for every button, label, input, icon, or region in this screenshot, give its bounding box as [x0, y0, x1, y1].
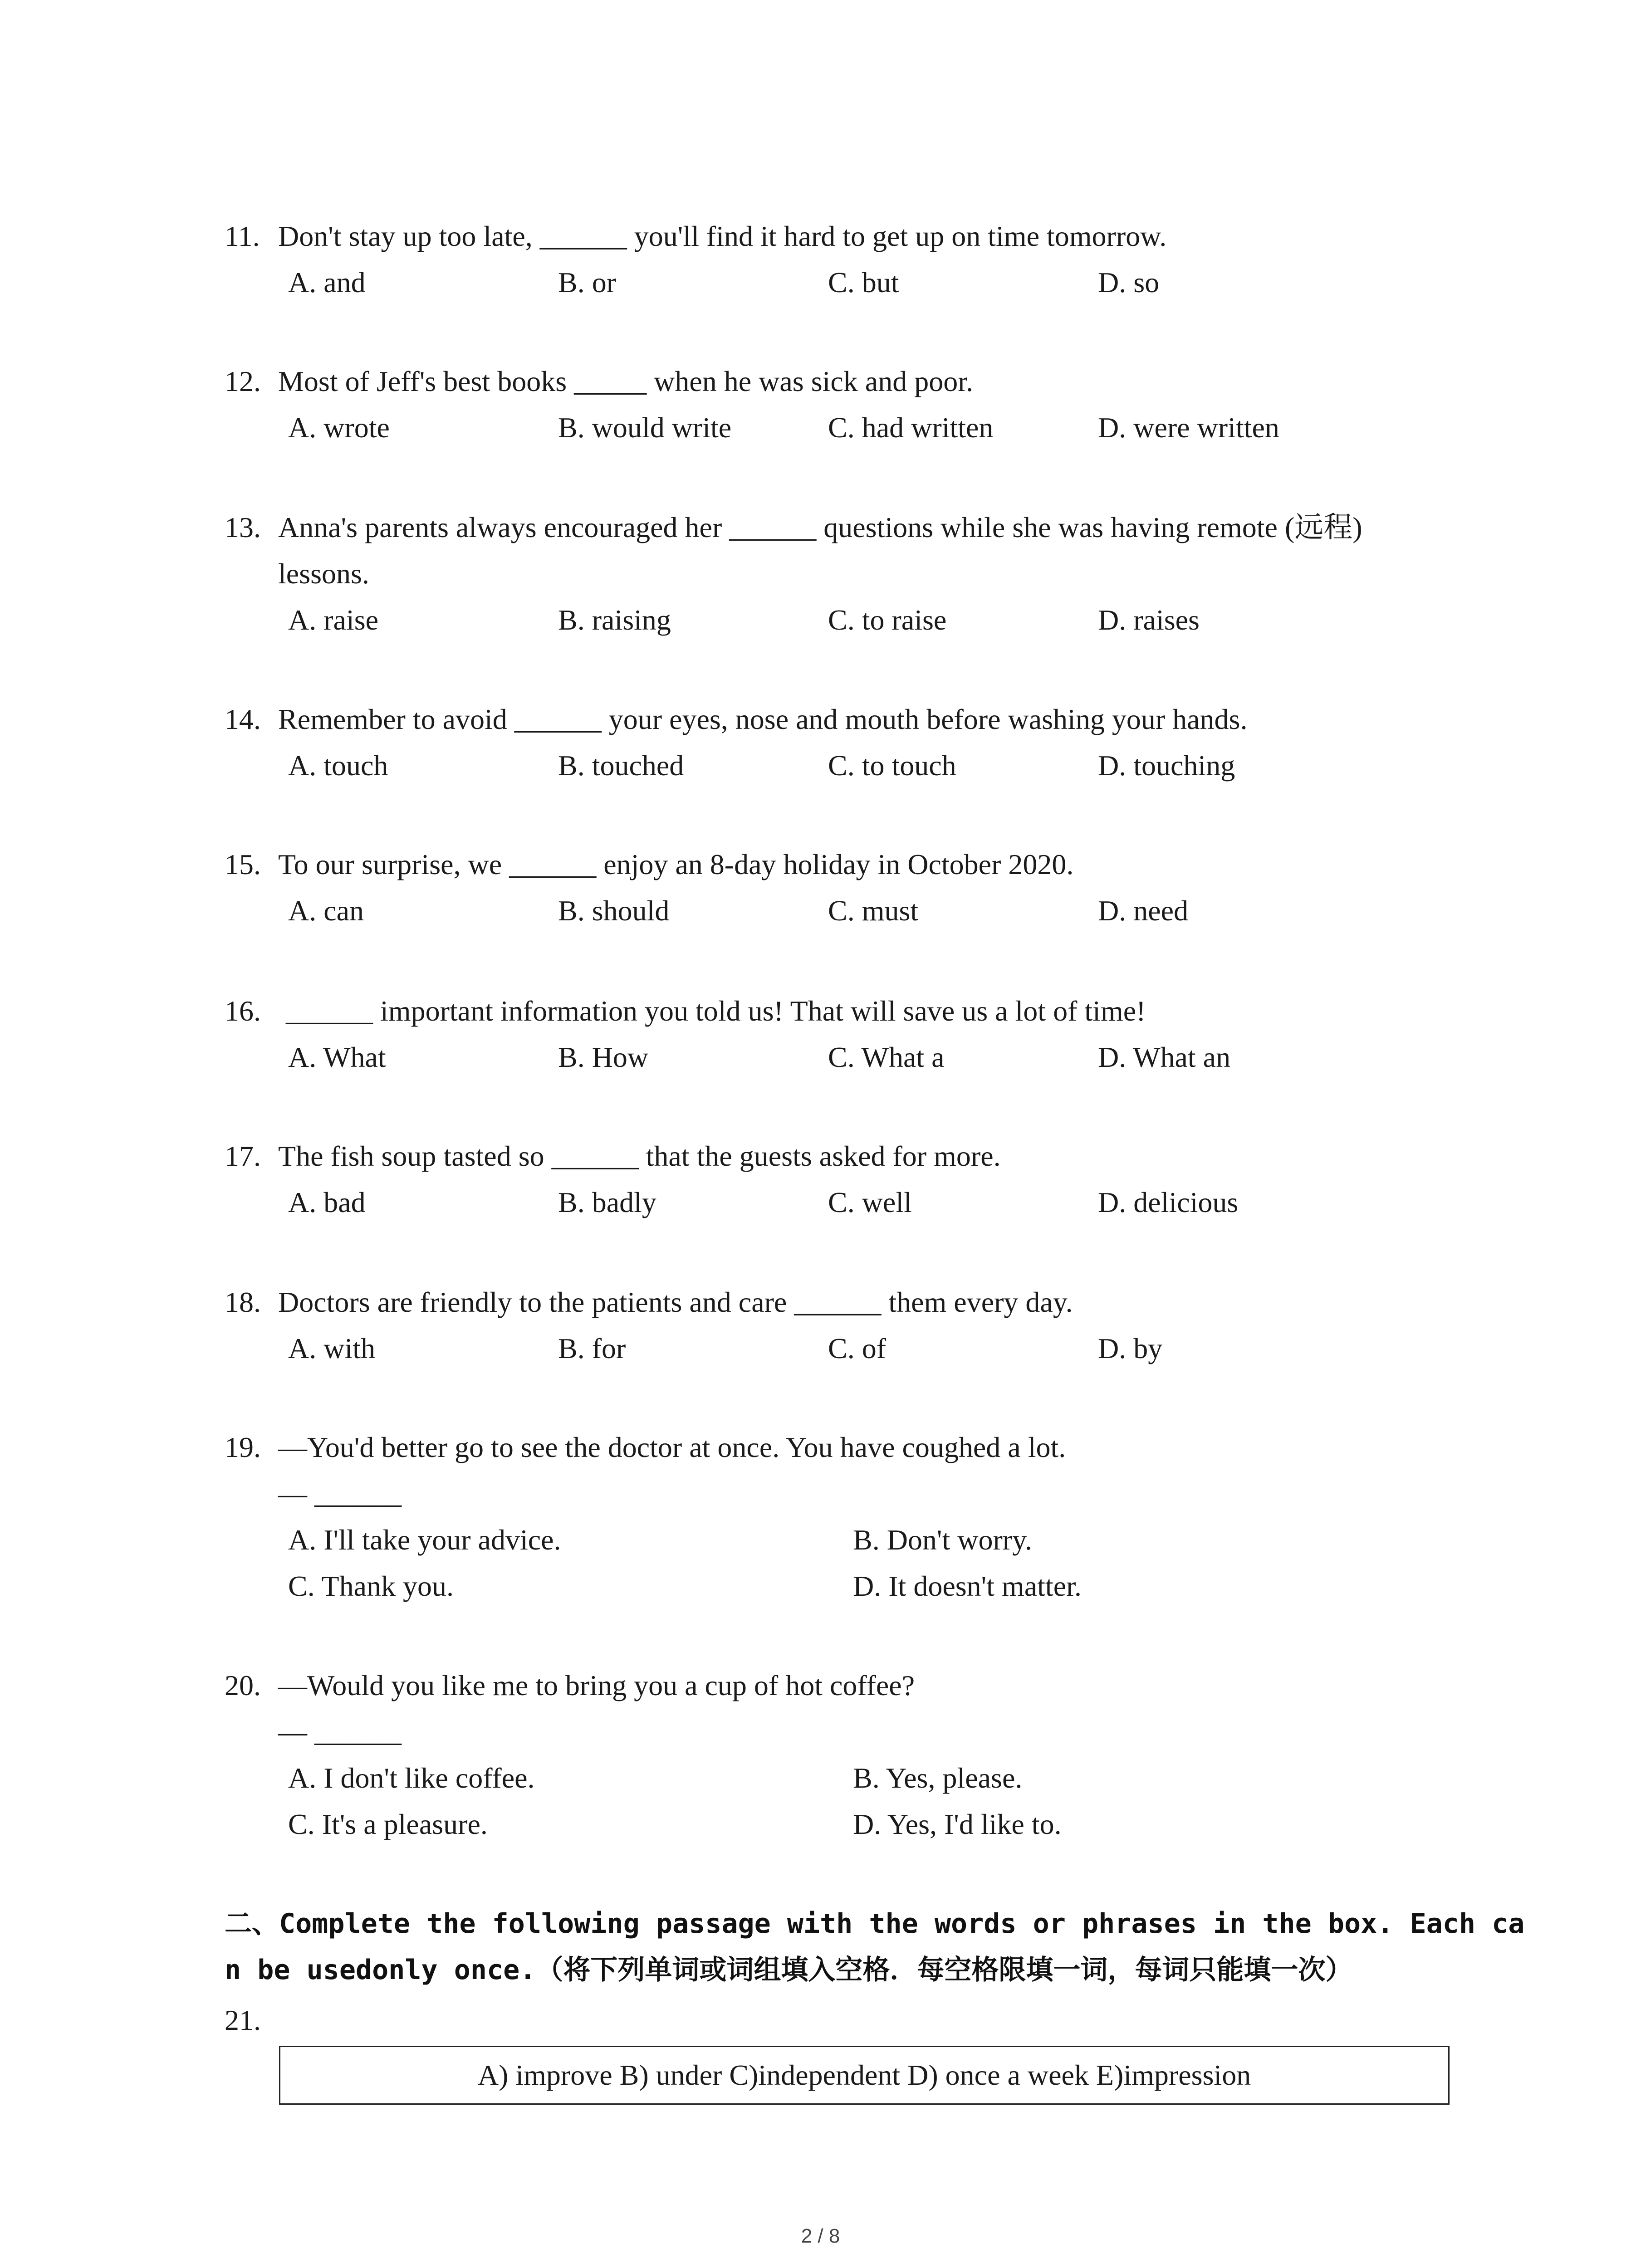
question-text: To our surprise, we ______ enjoy an 8-day holiday in October 2020. [278, 848, 1074, 880]
question-text: Remember to avoid ______ your eyes, nose and mouth before washing your hands. [278, 703, 1248, 735]
question-text: Most of Jeff's best books _____ when he was sick and poor. [278, 365, 973, 397]
question-number: 12. [225, 365, 261, 397]
question-text: Anna's parents always encouraged her ______ questions while she was having remote (远程) [278, 511, 1362, 543]
option-d: D. by [1098, 1332, 1163, 1364]
option-b: B. raising [558, 604, 671, 636]
question-text: —Would you like me to bring you a cup of hot coffee? [278, 1669, 915, 1701]
section-2-heading-line-1: 二、Complete the following passage with the words or phrases in the box. Each ca [225, 1908, 1525, 1940]
reply-blank: — ______ [278, 1716, 402, 1748]
option-c: C. but [828, 266, 899, 298]
option-d: D. touching [1098, 749, 1235, 782]
option-b: B. touched [558, 749, 684, 782]
option-b: B. for [558, 1332, 626, 1364]
option-b: B. Yes, please. [853, 1762, 1023, 1794]
option-c: C. What a [828, 1041, 945, 1073]
option-a: A. bad [288, 1186, 366, 1218]
question-number: 17. [225, 1140, 261, 1172]
question-number: 18. [225, 1286, 261, 1318]
option-b: B. should [558, 894, 670, 927]
question-15 [225, 841, 1459, 934]
option-a: A. I don't like coffee. [288, 1762, 535, 1794]
option-d: D. What an [1098, 1041, 1231, 1073]
question-14 [225, 696, 1459, 789]
question-12 [225, 358, 1459, 451]
reply-blank: — ______ [278, 1477, 402, 1510]
page-indicator: 2 / 8 [801, 2225, 840, 2247]
option-d: D. raises [1098, 604, 1200, 636]
option-b: B. badly [558, 1186, 656, 1218]
option-b: B. How [558, 1041, 649, 1073]
question-13 [225, 504, 1459, 643]
option-d: D. It doesn't matter. [853, 1570, 1082, 1602]
question-text-continued: lessons. [278, 557, 369, 590]
option-c: C. must [828, 894, 919, 927]
option-b: B. would write [558, 411, 732, 444]
option-c: C. to raise [828, 604, 947, 636]
question-text: The fish soup tasted so ______ that the guests asked for more. [278, 1140, 1001, 1172]
option-b: B. or [558, 266, 616, 298]
option-a: A. touch [288, 749, 388, 782]
option-d: D. Yes, I'd like to. [853, 1808, 1062, 1840]
option-c: C. of [828, 1332, 886, 1364]
question-number: 15. [225, 848, 261, 880]
question-number: 13. [225, 511, 261, 543]
question-text: ______ important information you told us! That will save us a lot of time! [286, 995, 1146, 1027]
option-a: A. with [288, 1332, 375, 1364]
question-number: 14. [225, 703, 261, 735]
question-text: Doctors are friendly to the patients and care ______ them every day. [278, 1286, 1073, 1318]
question-text: Don't stay up too late, ______ you'll find it hard to get up on time tomorrow. [278, 220, 1167, 252]
option-a: A. and [288, 266, 366, 298]
option-c: C. had written [828, 411, 994, 444]
question-number: 19. [225, 1431, 261, 1463]
option-a: A. What [288, 1041, 386, 1073]
question-17 [225, 1133, 1459, 1226]
question-number: 11. [225, 220, 260, 252]
section-2-heading [225, 1901, 1525, 1993]
option-a: A. raise [288, 604, 379, 636]
option-b: B. Don't worry. [853, 1524, 1032, 1556]
option-d: D. need [1098, 894, 1189, 927]
option-c: C. to touch [828, 749, 956, 782]
question-19 [225, 1424, 1459, 1609]
option-d: D. were written [1098, 411, 1279, 444]
question-11 [225, 213, 1459, 306]
question-21-number: 21. [225, 2004, 261, 2036]
question-text: —You'd better go to see the doctor at once. You have coughed a lot. [278, 1431, 1066, 1463]
question-number: 16. [225, 995, 261, 1027]
option-d: D. so [1098, 266, 1160, 298]
question-16 [225, 988, 1459, 1080]
option-c: C. It's a pleasure. [288, 1808, 488, 1840]
question-number: 20. [225, 1669, 261, 1701]
question-20 [225, 1662, 1459, 1848]
option-c: C. well [828, 1186, 912, 1218]
option-a: A. wrote [288, 411, 390, 444]
option-d: D. delicious [1098, 1186, 1239, 1218]
question-18 [225, 1279, 1459, 1372]
option-a: A. I'll take your advice. [288, 1524, 561, 1556]
option-c: C. Thank you. [288, 1570, 454, 1602]
word-box: A) improve B) under C)independent D) once a week E)impression [279, 2046, 1450, 2105]
section-2-heading-line-2: n be usedonly once.（将下列单词或词组填入空格．每空格限填一词，每词只能填一次） [225, 1954, 1353, 1986]
option-a: A. can [288, 894, 364, 927]
